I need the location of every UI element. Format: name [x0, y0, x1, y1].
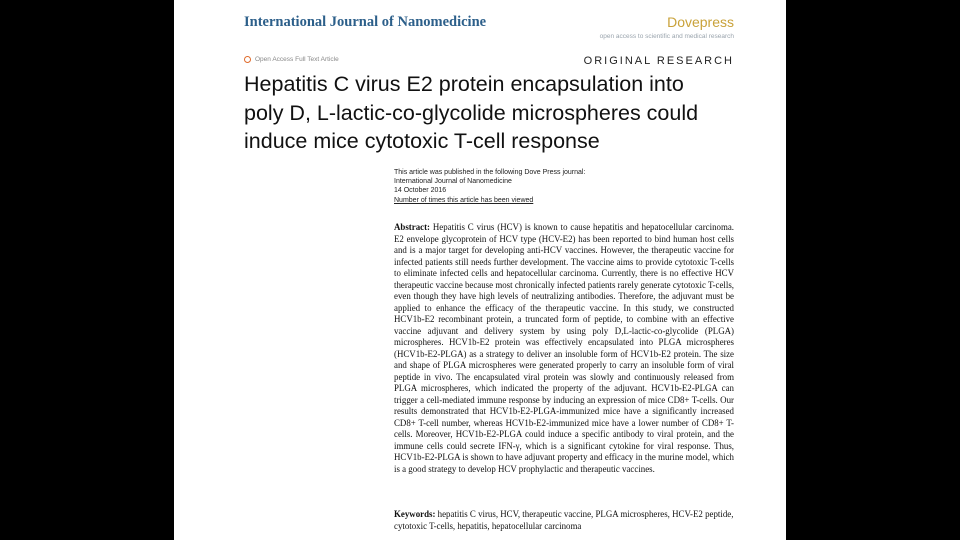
- keywords-label: Keywords:: [394, 509, 436, 519]
- title-line: induce mice cytotoxic T-cell response: [244, 129, 600, 153]
- publication-info: [394, 168, 585, 205]
- journal-name[interactable]: International Journal of Nanomedicine: [244, 14, 487, 30]
- open-access-icon: [244, 56, 251, 63]
- publication-journal: International Journal of Nanomedicine: [394, 178, 512, 186]
- article-type: ORIGINAL RESEARCH: [583, 55, 734, 67]
- article-page: [174, 0, 786, 540]
- publication-date: 14 October 2016: [394, 187, 447, 195]
- keywords: [394, 509, 734, 532]
- publisher-tagline: open access to scientific and medical research: [599, 33, 734, 40]
- article-title: [244, 70, 744, 156]
- views-link[interactable]: Number of times this article has been viewed: [394, 196, 534, 204]
- open-access-label: [244, 56, 339, 63]
- publication-note: This article was published in the following Dove Press journal:: [394, 169, 586, 176]
- title-line: Hepatitis C virus E2 protein encapsulation into: [244, 72, 684, 96]
- abstract: [394, 222, 734, 475]
- abstract-label: Abstract:: [394, 222, 430, 232]
- open-access-text: Open Access Full Text Article: [255, 56, 339, 63]
- dovepress-logo[interactable]: Dovepress: [667, 14, 734, 30]
- keywords-text: hepatitis C virus, HCV, therapeutic vaccine, PLGA microspheres, HCV-E2 peptide, cytotoxic T-cells, hepatitis, hepatocellular carcinoma: [394, 509, 734, 531]
- title-line: poly D, L-lactic-co-glycolide microspheres could: [244, 100, 699, 125]
- abstract-text: Hepatitis C virus (HCV) is known to cause hepatitis and hepatocellular carcinoma. E2 envelope glycoprotein of HCV type (HCV-E2) has been reported to bind human host cells and is a major target for developing anti-HCV vaccines. However, the therapeutic vaccine for infected patients still needs further development. The vaccine aims to provide cytotoxic T-cells to eliminate infected cells and hepatocellular carcinoma. Currently, there is no effective HCV therapeutic vaccine because most chronically infected patients rarely generate cytotoxic T-cells, even though they have high levels of neutralizing antibodies. Therefore, the adjuvant must be applied to enhance the efficacy of the therapeutic vaccine. In this study, we constructed HCV1b-E2 recombinant protein, a truncated form of peptide, to combine with an effective vaccine adjuvant and delivery system by using poly D,L-lactic-co-glycolide (PLGA) microspheres. HCV1b-E2 protein was effectively encapsulated into PLGA microspheres (HCV1b-E2-PLGA) as a strategy to deliver an insoluble form of HCV1b-E2 protein. The size and shape of PLGA microspheres were generated properly to carry an insoluble form of viral peptide in vivo. The encapsulated viral protein was slowly and continuously released from PLGA microspheres, which indicated the property of the adjuvant. HCV1b-E2-PLGA can trigger a cell-mediated immune response by inducing an expression of mice CD8+ T-cells. Our results demonstrated that HCV1b-E2-PLGA-immunized mice have a significantly increased CD8+ T-cell number, whereas HCV1b-E2-immunized mice have a lower number of CD8+ T-cells. Moreover, HCV1b-E2-PLGA could induce a specific antibody to viral protein, and the immune cells could secrete IFN-γ, which is a significant cytokine for viral response. Thus, HCV1b-E2-PLGA is shown to have adjuvant property and efficacy in the murine model, which is a good strategy to develop HCV prophylactic and therapeutic vaccines.: [394, 222, 735, 474]
